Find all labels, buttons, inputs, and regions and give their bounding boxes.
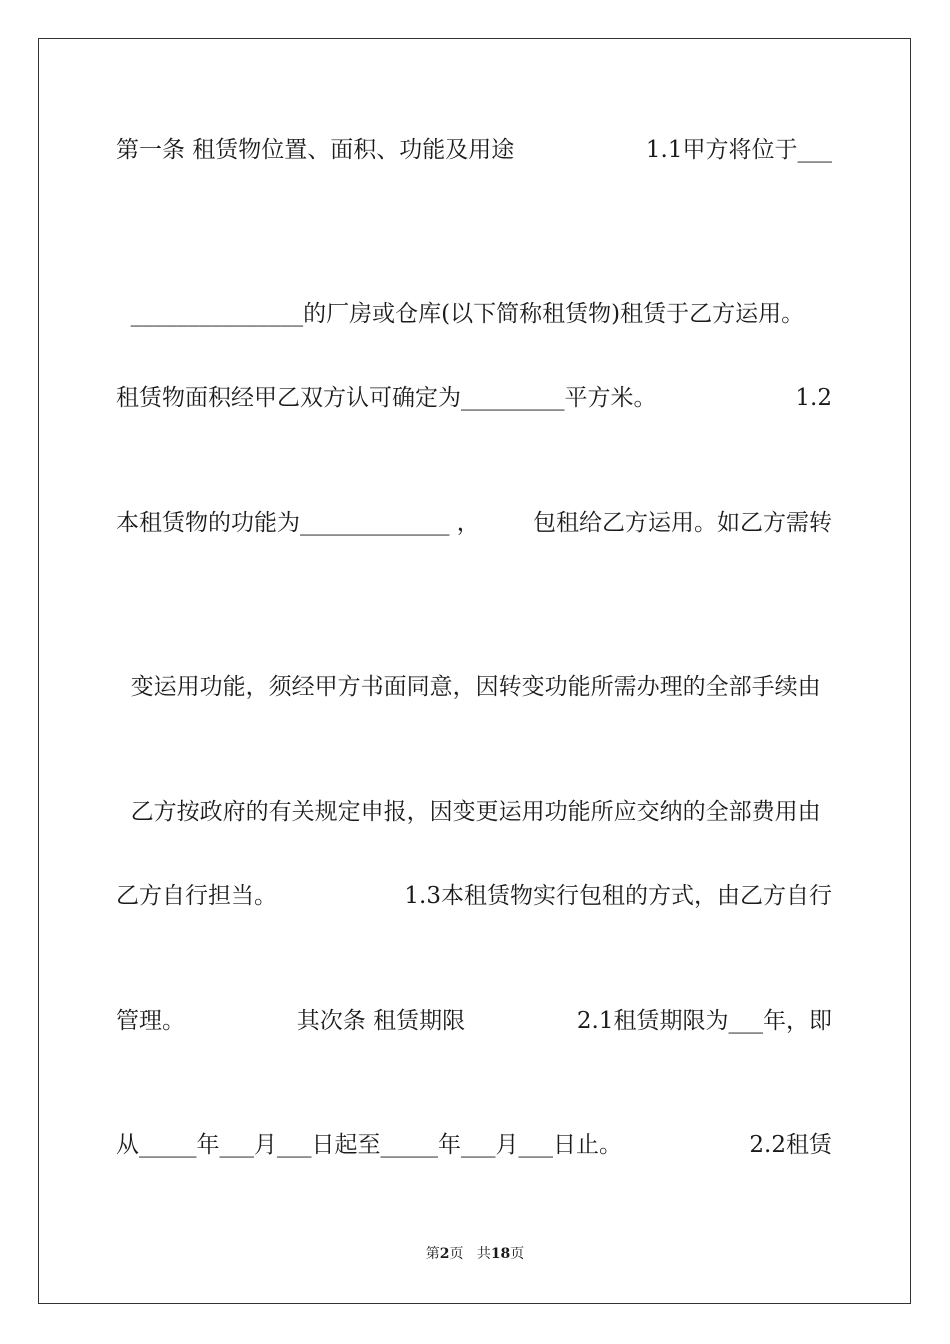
footer-page-number: 2 xyxy=(439,1246,450,1262)
line-1-right: 1.1甲方将位于___ xyxy=(645,137,832,163)
page-footer xyxy=(0,1244,950,1264)
line-8-left: 管理。 xyxy=(116,1008,185,1034)
line-6-text: 乙方按政府的有关规定申报，因变更运用功能所应交纳的全部费用由 xyxy=(130,799,821,825)
text-line-2 xyxy=(116,254,832,327)
text-line-7 xyxy=(116,876,832,916)
text-line-5 xyxy=(116,627,832,700)
text-line-3 xyxy=(116,378,832,418)
text-line-9 xyxy=(116,1125,832,1165)
line-4-right: 包租给乙方运用。如乙方需转 xyxy=(533,510,832,536)
footer-total-number: 18 xyxy=(490,1246,511,1262)
line-9-right: 2.2租赁 xyxy=(749,1132,832,1158)
line-1-left: 第一条 租赁物位置、面积、功能及用途 xyxy=(116,137,515,163)
line-8-right: 2.1租赁期限为___年，即 xyxy=(576,1008,832,1034)
text-line-8 xyxy=(116,1001,832,1041)
line-9-left: 从_____年___月___日起至_____年___月___日止。 xyxy=(116,1132,622,1158)
line-3-left: 租赁物面积经甲乙双方认可确定为_________平方米。 xyxy=(116,385,657,411)
line-4-left: 本租赁物的功能为_____________ ， xyxy=(116,510,480,536)
text-line-6 xyxy=(116,752,832,825)
line-8-middle: 其次条 租赁期限 xyxy=(296,1008,466,1034)
footer-total-suffix: 页 xyxy=(510,1246,525,1262)
line-2-text: _______________的厂房或仓库(以下简称租赁物)租赁于乙方运用。 xyxy=(130,301,805,327)
line-7-right: 1.3本租赁物实行包租的方式，由乙方自行 xyxy=(404,883,832,909)
footer-page-prefix: 第 xyxy=(425,1246,440,1262)
line-7-left: 乙方自行担当。 xyxy=(116,883,277,909)
line-5-text: 变运用功能，须经甲方书面同意，因转变功能所需办理的全部手续由 xyxy=(130,674,821,700)
text-line-4 xyxy=(116,503,832,543)
line-3-right: 1.2 xyxy=(795,385,832,411)
footer-page-suffix: 页 xyxy=(449,1246,464,1262)
footer-total-prefix: 共 xyxy=(476,1246,491,1262)
text-line-1 xyxy=(116,130,832,170)
